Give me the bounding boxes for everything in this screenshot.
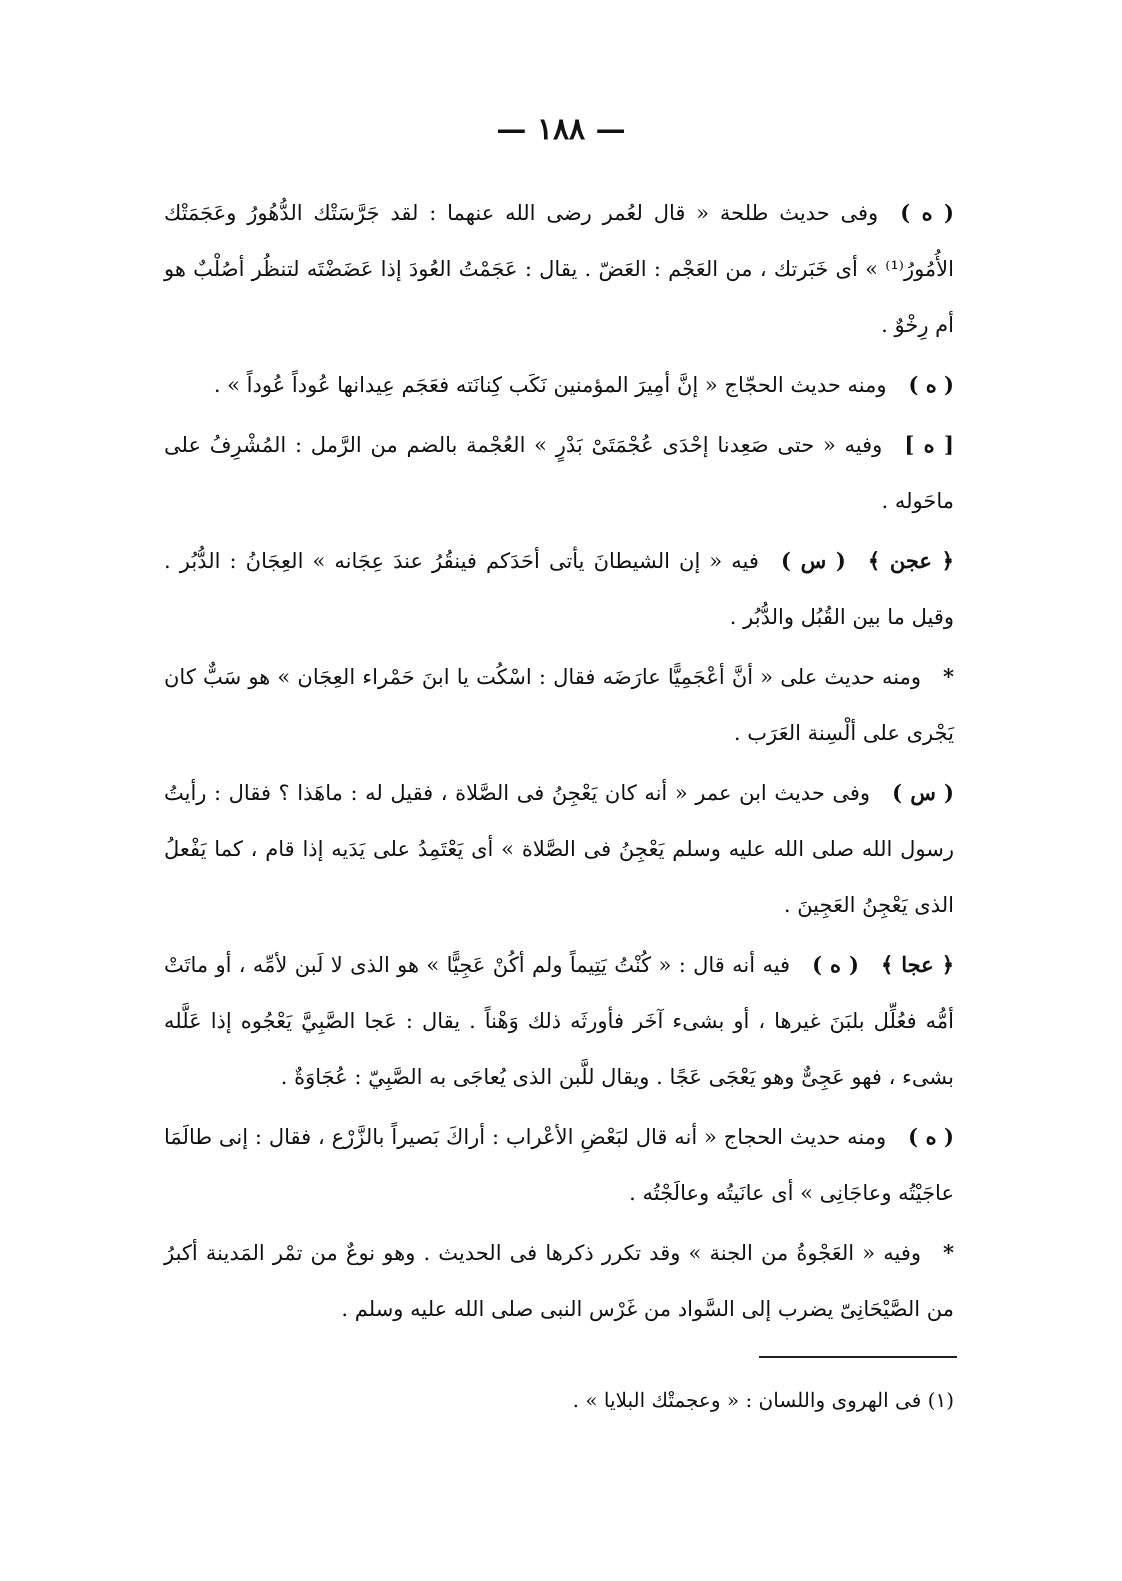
entry-root-ajn bbox=[164, 533, 954, 645]
entry-source-tag: [ ه ] bbox=[904, 432, 954, 457]
entry-text: وفى حديث طلحة « قال لعُمر رضى الله عنهما : لقد جَرَّسَتْك الدُّهُورُ وعَجَمَتْك الأُمُورُ⁽¹⁾ » أى خَبَرتك ، من العَجْم : العَضّ . يقال : عَجَمْتُ العُودَ إذا عَضَضْتَه لتنظُر أصُلْبٌ هو أم رِخْوٌ . bbox=[164, 201, 954, 337]
entry-text: ومنه حديث الحجاج « أنه قال لبَعْضِ الأعْراب : أراكَ بَصيراً بالزَّرْع ، فقال : إنى طالَمَا عاجَيْتُه وعاجَانِى » أى عانَيتُه وعالَجْتُه . bbox=[164, 1125, 954, 1205]
entry-text: ومنه حديث على « أنَّ أعْجَمِيًّا عارَضَه فقال : اسْكُت يا ابنَ حَمْراء العِجَان » هو سَبٌّ كان يَجْرى على ألْسِنة العَرَب . bbox=[164, 665, 954, 745]
entry-hajjaj-arab-hadith bbox=[164, 1109, 954, 1221]
entry-text: وفيه « حتى صَعِدنا إحْدَى عُجْمَتَىْ بَدْرٍ » العُجْمة بالضم من الرَّمل : المُشْرِفُ على ماحَوله . bbox=[164, 433, 954, 513]
footnote: (١) فى الهروى واللسان : « وعجمتْك البلايا » . bbox=[572, 1388, 954, 1412]
entry-talha-hadith bbox=[164, 185, 954, 353]
entry-ajwa bbox=[164, 1225, 954, 1337]
page-number: — ١٨٨ — bbox=[496, 112, 626, 147]
entry-source-tag: ( ه ) bbox=[812, 952, 859, 977]
root-headword: ﴿ عجن ﴾ bbox=[867, 548, 954, 573]
entry-ibn-umar-hadith bbox=[164, 765, 954, 933]
entry-text: وفى حديث ابن عمر « أنه كان يَعْجِنُ فى الصَّلاة ، فقيل له : ماهَذا ؟ فقال : رأيتُ رسول الله صلى الله عليه وسلم يَعْجِنُ فى الصَّلاة » أى يَعْتَمِدُ على يَدَيه إذا قام ، كما يَفْعلُ الذى يَعْجِنُ العَجِينَ . bbox=[164, 781, 955, 917]
main-text bbox=[164, 185, 954, 1337]
entry-text: فيه أنه قال : « كُنْتُ يَتِيماً ولم أكُنْ عَجِيًّا » هو الذى لا لَبن لأمِّه ، أو ماتَتْ أمُّه فعُلِّل بلبَنَ غيرها ، أو بشىء آخَر فأورثَه ذلك وَهْناً . يقال : عَجا الصَّبِيَّ يَعْجُوه إذا عَلَّله بشىء ، فهو عَجِىٌّ وهو يَعْجَى عَجًا . ويقال للَّبن الذى يُعاجَى به الصَّبِيّ : عُجَاوَةٌ . bbox=[164, 953, 954, 1089]
entry-source-tag: ( ه ) bbox=[908, 372, 954, 397]
root-headword: ﴿ عجا ﴾ bbox=[880, 952, 954, 977]
footnote-divider bbox=[759, 1356, 957, 1358]
entry-source-tag: ( س ) bbox=[780, 548, 846, 573]
entry-ali-hadith bbox=[164, 649, 954, 761]
entry-ujmat-badr bbox=[164, 417, 954, 529]
entry-source-tag: * bbox=[943, 1240, 954, 1265]
entry-source-tag: ( ه ) bbox=[908, 1124, 954, 1149]
entry-text: وفيه « العَجْوةُ من الجنة » وقد تكرر ذكرها فى الحديث . وهو نوعٌ من تمْر المَدينة أكبرُ من الصَّيْحَانِىّ يضرب إلى السَّواد من غَرْس النبى صلى الله عليه وسلم . bbox=[164, 1241, 954, 1321]
entry-hajjaj-hadith bbox=[164, 357, 954, 413]
entry-text: فيه « إن الشيطانَ يأتى أحَدَكم فينقُرُ عندَ عِجَانه » العِجَانُ : الدُّبُر . وقيل ما بين القُبُل والدُّبُر . bbox=[164, 549, 954, 629]
entry-source-tag: ( ه ) bbox=[900, 200, 954, 225]
entry-source-tag: * bbox=[943, 664, 954, 689]
entry-text: ومنه حديث الحجّاج « إنَّ أمِيرَ المؤمنين نَكَب كِنانَته فعَجَم عِيدانها عُوداً عُوداً » . bbox=[213, 373, 887, 397]
entry-source-tag: ( س ) bbox=[892, 780, 954, 805]
entry-root-aja bbox=[164, 937, 954, 1105]
